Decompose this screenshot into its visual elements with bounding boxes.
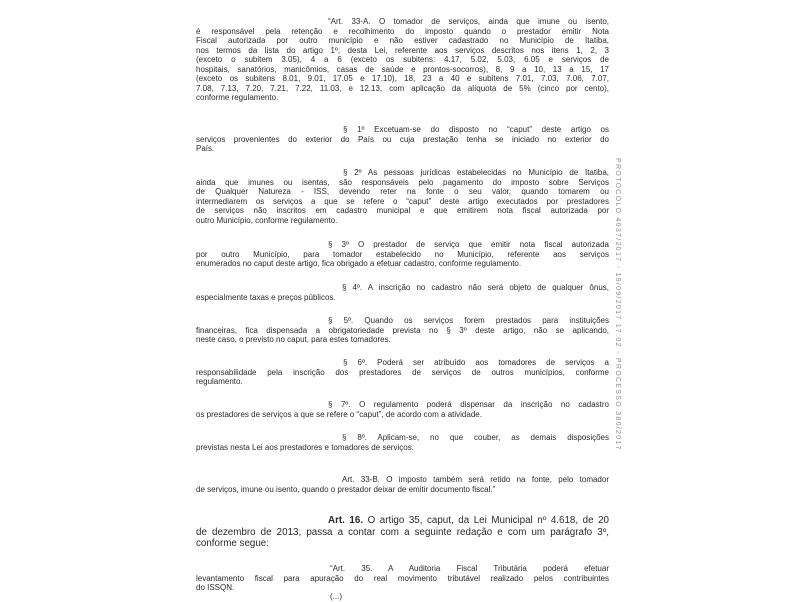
paragraph-7 [196,400,609,419]
text-line: País. [196,144,215,153]
paragraph-8 [196,433,609,452]
text-line: neste caso, o previsto no caput, para estes tomadores. [196,335,391,344]
text-line: levantamento fiscal para apuração do real movimento tributável realizado pelos contribuintes [196,573,609,583]
art-16-paragraph [196,515,609,550]
text-line: § 6º. Poderá ser atribuído aos tomadores de serviços a [343,358,609,367]
text-line: do ISSQN. [196,583,235,592]
text-line: enumerados no caput deste artigo, fica obrigado a efetuar cadastro, conforme regulamento. [196,259,522,268]
text-line: conforme regulamento. [196,93,279,102]
text-line: de serviços, imune ou isento, quando o prestador deixar de emitir documento fiscal.” [196,484,496,494]
text-line: outro Município, conforme regulamento. [196,215,338,225]
text-line: os prestadores de serviços a que se refere o “caput”, de acordo com a atividade. [196,409,482,419]
text-line: Art. 33-B. O imposto também será retido na fonte, pelo tomador [342,475,609,484]
text-line: responsabilidade pela inscrição dos prestadores de serviços de outros municípios, conforme [196,367,609,377]
text-line: de dezembro de 2013, passa a contar com a seguinte redação e com um parágrafo 3º, [196,526,609,538]
text-line: “Art. 33-A. O tomador de serviços, ainda que imune ou isento, [328,17,609,26]
text-line: nos termos da lista do artigo 1º, desta Lei, referente aos serviços descritos nos itens 1, 2, 3 [196,45,609,55]
text-line [196,515,609,527]
text-line: previstas nesta Lei aos prestadores e tomadores de serviços. [196,442,414,452]
text-line: § 5º. Quando os serviços forem prestados para instituições [328,316,609,325]
art-35-paragraph [196,564,609,593]
protocol-stamp: PROTOCOLO 4037/2017 - 19/09/2017 17:02 - PROCESSO 380/2017 [614,158,621,451]
text-line: § 2º As pessoas jurídicas estabelecidas no Município de Itatiba, [343,168,609,177]
text-line: Fiscal autorizada por outro município e não estiver cadastrado no Município de Itatiba, [196,36,609,45]
paragraph-1 [196,125,609,154]
text-line: de serviços não inscritos em cadastro municipal e que emitirem nota fiscal autorizada por [196,206,609,215]
text-line: regulamento. [196,377,243,386]
text-line: § 1º Excetuam-se do disposto no “caput” deste artigo os [343,125,609,134]
text-line: § 4º. A inscrição no cadastro não será objeto de qualquer ônus, [342,283,609,292]
paragraph-4 [196,283,609,302]
text-line: ainda que imunes ou isentas, são responsáveis pelo pagamento do imposto sobre Serviços [196,177,609,187]
paragraph-3 [196,240,609,269]
text-line: serviços provenientes do exterior do País ou cuja prestação tenha se iniciado no exterior do [196,134,609,144]
paragraph-5 [196,316,609,345]
text-line: § 8º. Aplicam-se, no que couber, as demais disposições [342,433,609,442]
art-33b-paragraph [196,475,609,494]
text-line: 7.08, 7.13, 7.20, 7.21, 7.22, 11.03, e 12.13, com aplicação da alíquota de 5% (cinco por cento), [196,83,609,93]
art-33a-paragraph [196,17,609,103]
text-line: (exceto os subitens 8.01, 9.01, 17.05 e 17.10), 18, 23 a 40 e subitens 7.01, 7.03, 7.06, 7.07, [196,74,609,83]
text-line: “Art. 35. A Auditoria Fiscal Tributária poderá efetuar [330,564,609,573]
text-line: § 3º O prestador de serviço que emitir nota fiscal autorizada [328,240,609,249]
ellipsis-paragraph [196,592,609,602]
ellipsis: (...) [330,592,342,601]
text-line: § 7º. O regulamento poderá dispensar da inscrição no cadastro [328,400,609,409]
text-line: (exceto o subitem 3.05), 4 a 6 (exceto os subitens: 4.17, 5.02, 5.03, 6.05 e serviços de [196,55,609,64]
paragraph-2 [196,168,609,225]
paragraph-6 [196,358,609,387]
text-line: de Qualquer Natureza - ISS, devendo reter na fonte o seu valor, quando tomarem ou [196,187,609,196]
text-line: por outro Município, para tomador estabelecido no Município, referente aos serviços [196,249,609,259]
article-number: Art. 16. [328,515,364,526]
text-line: financeiras, fica dispensada a obrigatoriedade prevista no § 3º deste artigo, não se aplicando, [196,325,609,335]
text-line: hospitais, sanatórios, manicômios, casas de saúde e prontos-socorros), 8, 9 a 10, 13 a 15, 17 [196,64,609,74]
text-line-content: O artigo 35, caput, da Lei Municipal nº 4.618, de 20 [367,515,609,526]
text-line: intermediarem os serviços a que se refere o “caput” deste artigo executados por prestadores [196,196,609,206]
text-line: conforme segue: [196,538,269,549]
text-line: é responsável pela retenção e recolhimento do imposto quando o prestador emitir Nota [196,26,609,36]
text-line: especialmente taxas e preços públicos. [196,292,336,302]
